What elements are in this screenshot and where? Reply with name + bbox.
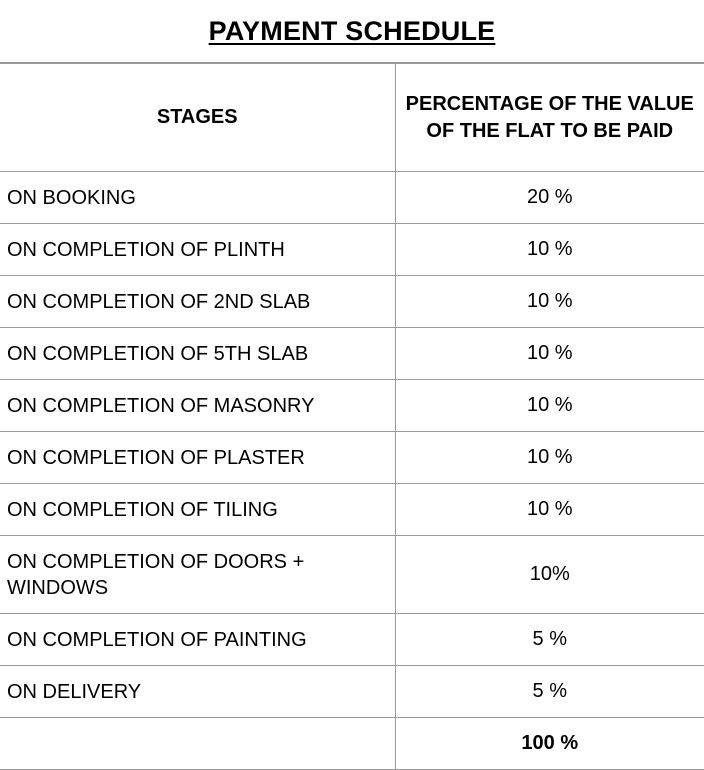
percent-cell: 10 % — [395, 432, 704, 484]
header-stages: STAGES — [0, 64, 395, 172]
percent-cell: 10% — [395, 536, 704, 614]
stage-cell: ON COMPLETION OF DOORS + WINDOWS — [0, 536, 395, 614]
percent-cell: 20 % — [395, 172, 704, 224]
stage-cell: ON COMPLETION OF PLASTER — [0, 432, 395, 484]
table-row — [0, 328, 704, 380]
page-title: PAYMENT SCHEDULE — [208, 15, 496, 46]
total-label-cell — [0, 718, 395, 770]
stage-cell: ON COMPLETION OF 5TH SLAB — [0, 328, 395, 380]
stage-cell: ON COMPLETION OF PLINTH — [0, 224, 395, 276]
total-percent-cell: 100 % — [395, 718, 704, 770]
stage-cell: ON COMPLETION OF TILING — [0, 484, 395, 536]
title-row — [0, 0, 704, 63]
table-header-row — [0, 64, 704, 172]
stage-cell: ON DELIVERY — [0, 666, 395, 718]
table-row — [0, 484, 704, 536]
stage-cell: ON COMPLETION OF MASONRY — [0, 380, 395, 432]
table-row — [0, 172, 704, 224]
percent-cell: 5 % — [395, 614, 704, 666]
stage-cell: ON BOOKING — [0, 172, 395, 224]
total-row — [0, 718, 704, 770]
percent-cell: 10 % — [395, 380, 704, 432]
header-percentage: PERCENTAGE OF THE VALUE OF THE FLAT TO BE PAID — [395, 64, 704, 172]
table-row — [0, 276, 704, 328]
table-row — [0, 536, 704, 614]
stage-cell: ON COMPLETION OF 2ND SLAB — [0, 276, 395, 328]
table-row — [0, 666, 704, 718]
percent-cell: 10 % — [395, 484, 704, 536]
percent-cell: 10 % — [395, 224, 704, 276]
table-row — [0, 380, 704, 432]
table-row — [0, 614, 704, 666]
percent-cell: 5 % — [395, 666, 704, 718]
table-row — [0, 224, 704, 276]
stage-cell: ON COMPLETION OF PAINTING — [0, 614, 395, 666]
table-row — [0, 432, 704, 484]
percent-cell: 10 % — [395, 276, 704, 328]
payment-schedule-table — [0, 63, 704, 770]
percent-cell: 10 % — [395, 328, 704, 380]
